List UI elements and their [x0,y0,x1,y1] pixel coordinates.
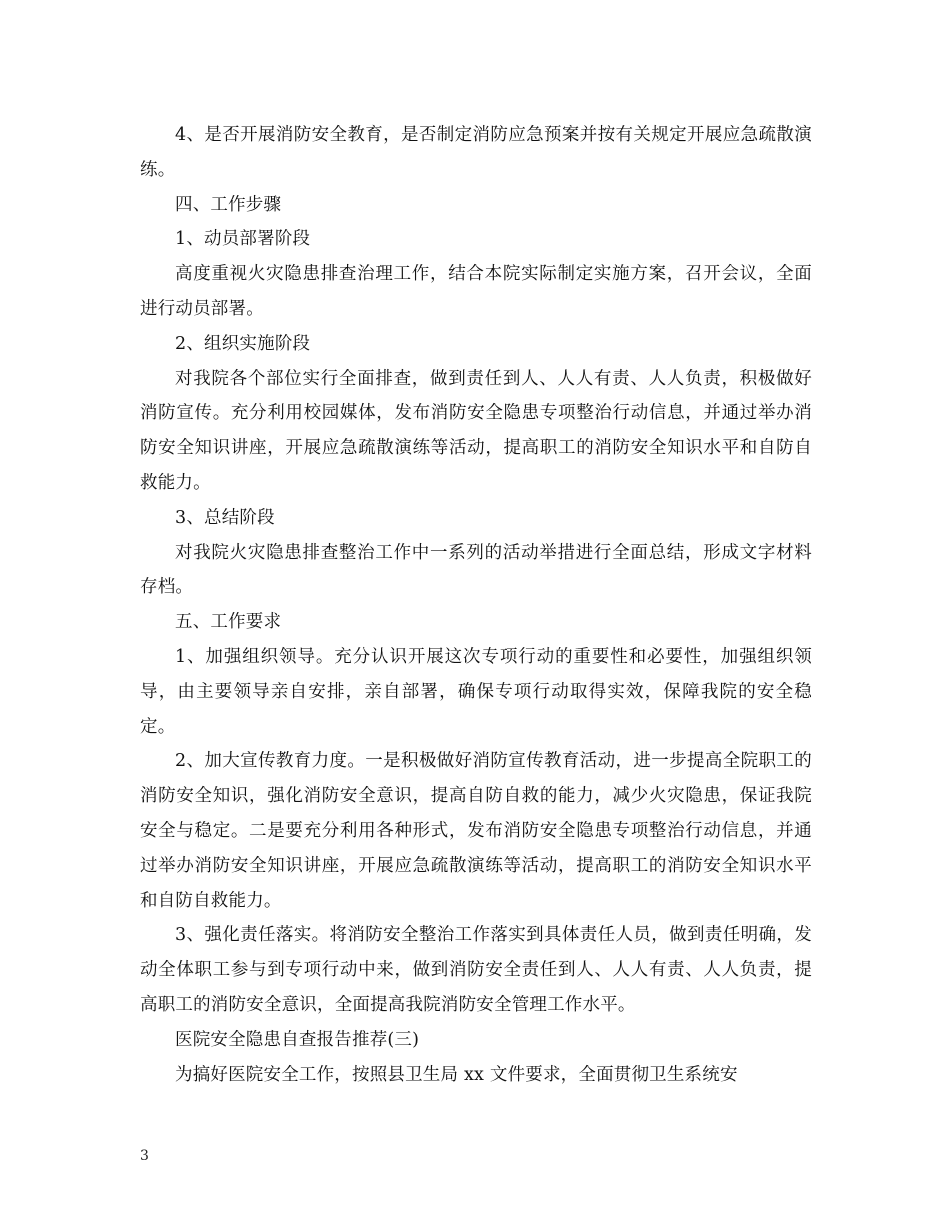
paragraph-requirement-2: 2、加大宣传教育力度。一是积极做好消防宣传教育活动，进一步提高全院职工的消防安全知识，强化消防安全意识，提高自防自救的能力，减少火灾隐患，保证我院安全与稳定。二是要充分利用各种形式，发布消防安全隐患专项整治行动信息，并通过举办消防安全知识讲座，开展应急疏散演练等活动，提高职工的消防安全知识水平和自防自救能力。 [140,751,812,911]
paragraph-item-4: 4、是否开展消防安全教育，是否制定消防应急预案并按有关规定开展应急疏散演练。 [140,125,812,180]
subheading-summary-stage: 3、总结阶段 [175,507,275,528]
paragraph-summary: 对我院火灾隐患排查整治工作中一系列的活动举措进行全面总结，形成文字材料存档。 [140,542,812,598]
section-heading-work-steps: 四、工作步骤 [175,194,282,215]
subheading-mobilization-stage: 1、动员部署阶段 [175,229,311,250]
document-body [140,118,812,1092]
paragraph-requirement-3: 3、强化责任落实。将消防安全整治工作落实到具体责任人员，做到责任明确，发动全体职工参与到专项行动中来，做到消防安全责任到人、人人有责、人人负责，提高职工的消防安全意识，全面提高我院消防安全管理工作水平。 [140,925,812,1015]
section-heading-work-requirements: 五、工作要求 [175,612,282,633]
page-number: 3 [140,1148,149,1164]
paragraph-implementation: 对我院各个部位实行全面排查，做到责任到人、人人有责、人人负责，积极做好消防宣传。充分利用校园媒体，发布消防安全隐患专项整治行动信息，并通过举办消防安全知识讲座，开展应急疏散演练等活动，提高职工的消防安全知识水平和自防自救能力。 [140,368,812,493]
subheading-implementation-stage: 2、组织实施阶段 [175,333,311,354]
paragraph-mobilization: 高度重视火灾隐患排查治理工作，结合本院实际制定实施方案，召开会议，全面进行动员部署。 [140,264,812,319]
paragraph-report-intro: 为搞好医院安全工作，按照县卫生局 xx 文件要求，全面贯彻卫生系统安 [175,1064,738,1085]
paragraph-requirement-1: 1、加强组织领导。充分认识开展这次专项行动的重要性和必要性，加强组织领导，由主要领导亲自安排，亲自部署，确保专项行动取得实效，保障我院的安全稳定。 [140,646,812,737]
report-title-3: 医院安全隐患自查报告推荐(三) [175,1029,420,1050]
